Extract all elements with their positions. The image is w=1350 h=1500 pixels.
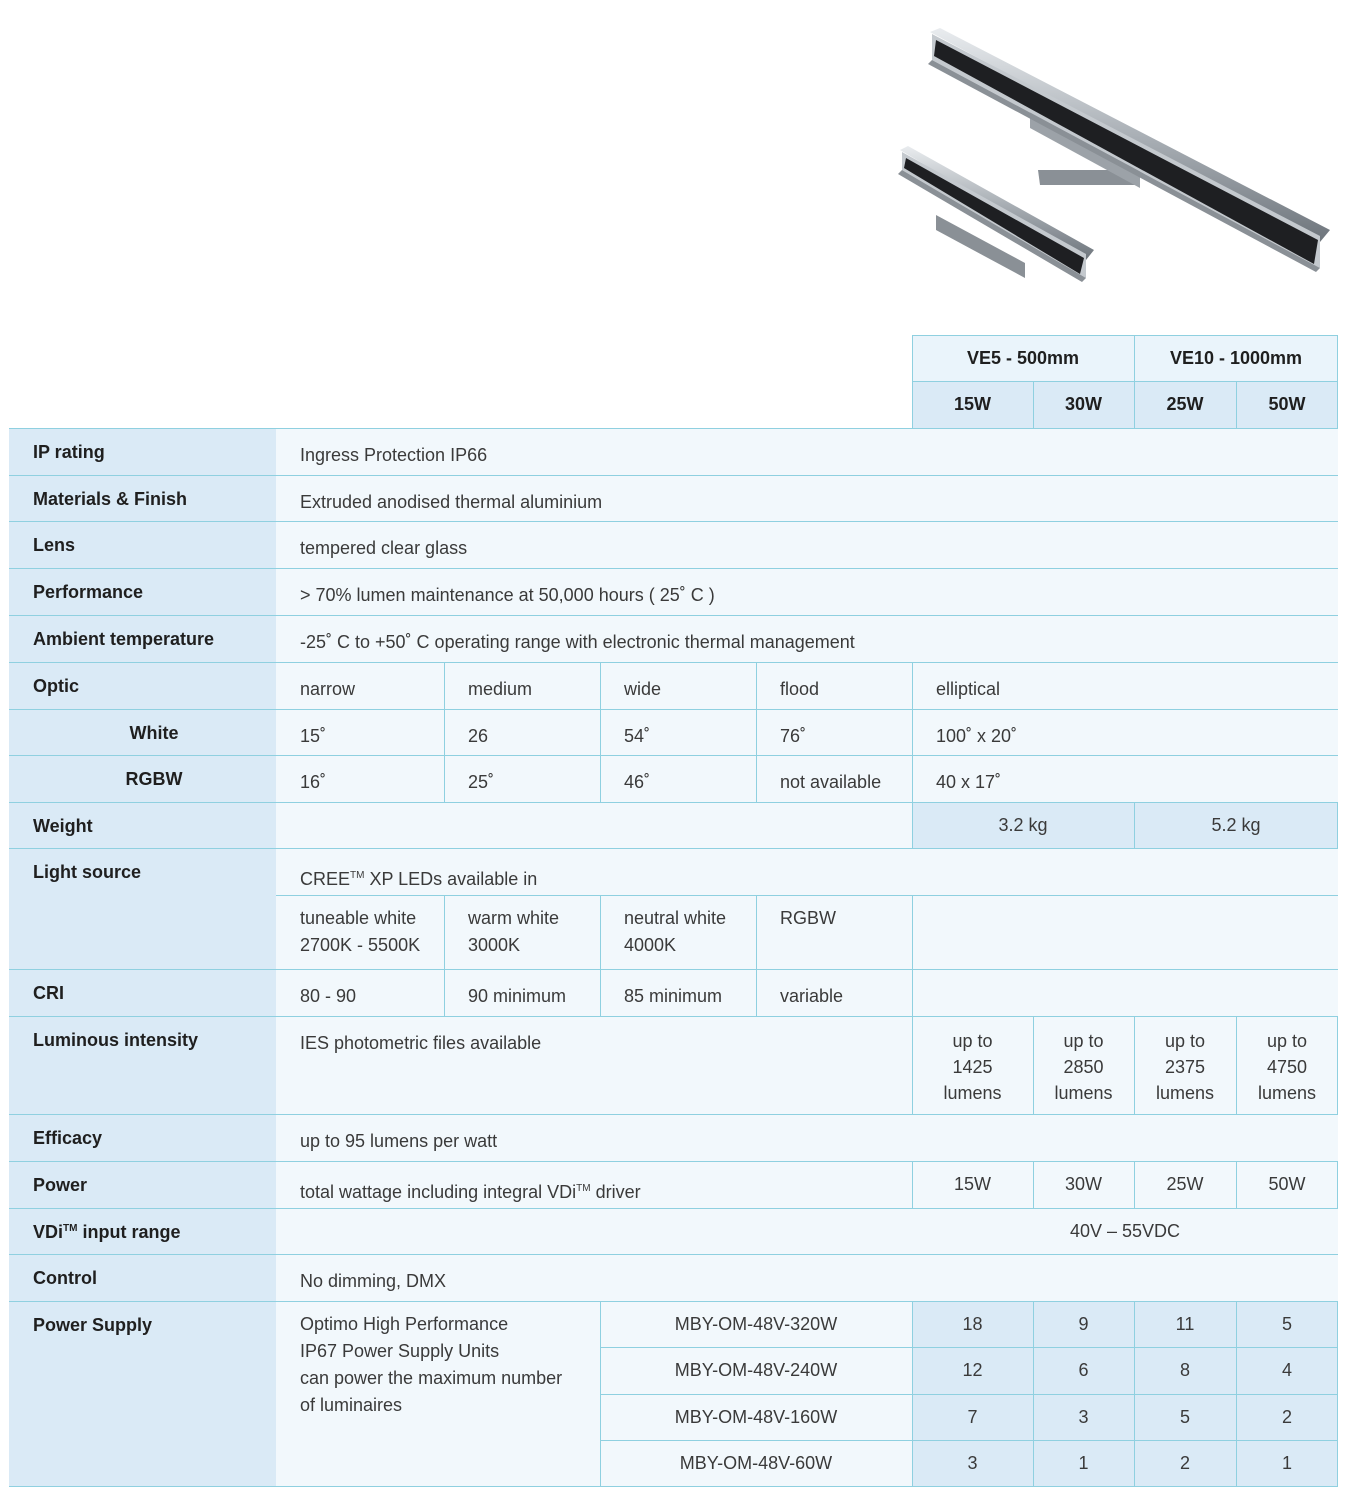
value-lens: tempered clear glass	[276, 521, 1338, 568]
label-power-supply	[9, 1301, 276, 1487]
light-option-tuneable-line2: 2700K - 5500K	[300, 935, 421, 955]
cri-rgbw: variable	[756, 969, 912, 1016]
label-rgbw: RGBW	[9, 755, 299, 802]
model-60w-25w: 2	[1134, 1440, 1236, 1487]
label-performance: Performance	[9, 568, 276, 615]
label-optic: Optic	[9, 662, 276, 709]
product-image	[890, 20, 1340, 300]
value-power	[276, 1161, 912, 1208]
rgbw-medium: 25˚	[444, 755, 600, 802]
model-240w-30w: 6	[1033, 1347, 1134, 1394]
luminous-30w-b: 2850	[1063, 1057, 1104, 1077]
luminous-25w-a: up to	[1164, 1031, 1206, 1051]
label-vdi-suffix: input range	[77, 1222, 181, 1242]
cri-warm: 90 minimum	[444, 969, 600, 1016]
label-cri: CRI	[9, 969, 276, 1016]
label-white: White	[9, 709, 299, 755]
model-240w: MBY-OM-48V-240W	[600, 1347, 912, 1394]
header-group-ve10: VE10 - 1000mm	[1134, 335, 1338, 381]
model-160w-25w: 5	[1134, 1394, 1236, 1440]
model-240w-25w: 8	[1134, 1347, 1236, 1394]
optic-flood: flood	[756, 662, 912, 709]
power-supply-desc-line1: Optimo High Performance	[300, 1314, 509, 1334]
value-luminous-intensity	[276, 1016, 912, 1114]
value-efficacy: up to 95 lumens per watt	[276, 1114, 1338, 1161]
luminous-15w-b: 1425	[952, 1057, 993, 1077]
luminous-30w	[1033, 1016, 1134, 1114]
light-source-intro-prefix: CREE	[300, 869, 351, 889]
light-option-neutral-line2: 4000K	[624, 935, 677, 955]
luminous-30w-a: up to	[1063, 1031, 1104, 1051]
luminous-50w	[1236, 1016, 1338, 1114]
light-source-intro-sup: TM	[350, 870, 365, 881]
luminous-25w-c: lumens	[1155, 1083, 1215, 1103]
power-supply-desc-line4: of luminaires	[300, 1395, 403, 1415]
value-ip-rating: Ingress Protection IP66	[276, 428, 1338, 475]
power-15w: 15W	[912, 1161, 1033, 1208]
model-160w-15w: 7	[912, 1394, 1033, 1440]
label-vdi-input-range	[9, 1208, 276, 1254]
luminous-15w-c: lumens	[943, 1083, 1002, 1103]
luminous-25w-b: 2375	[1164, 1057, 1206, 1077]
light-option-rgbw	[756, 895, 912, 969]
model-240w-15w: 12	[912, 1347, 1033, 1394]
light-source-intro-suffix: XP LEDs available in	[364, 869, 538, 889]
short-fixture-icon	[898, 146, 1094, 282]
model-60w-30w: 1	[1033, 1440, 1134, 1487]
power-25w: 25W	[1134, 1161, 1236, 1208]
model-60w-15w: 3	[912, 1440, 1033, 1487]
white-medium: 26	[444, 709, 600, 755]
value-luminous-intensity-text: IES photometric files available	[300, 1033, 542, 1053]
model-160w-30w: 3	[1033, 1394, 1134, 1440]
optic-narrow: narrow	[276, 662, 444, 709]
light-option-rgbw-line1: RGBW	[780, 908, 836, 928]
label-lens: Lens	[9, 521, 276, 568]
header-wattage-15w: 15W	[912, 381, 1033, 428]
model-60w: MBY-OM-48V-60W	[600, 1440, 912, 1487]
label-efficacy: Efficacy	[9, 1114, 276, 1161]
luminous-25w	[1134, 1016, 1236, 1114]
optic-medium: medium	[444, 662, 600, 709]
weight-blank	[276, 802, 912, 848]
light-option-neutral	[600, 895, 756, 969]
rgbw-flood: not available	[756, 755, 912, 802]
weight-ve10: 5.2 kg	[1134, 802, 1338, 848]
cri-tuneable: 80 - 90	[276, 969, 444, 1016]
model-320w-30w: 9	[1033, 1301, 1134, 1347]
label-vdi-sup: TM	[63, 1223, 78, 1234]
value-ambient-temperature: -25˚ C to +50˚ C operating range with electronic thermal management	[276, 615, 1338, 662]
label-control: Control	[9, 1254, 276, 1301]
label-ip-rating: IP rating	[9, 428, 276, 475]
optic-wide: wide	[600, 662, 756, 709]
light-option-warm	[444, 895, 600, 969]
model-60w-50w: 1	[1236, 1440, 1338, 1487]
model-160w: MBY-OM-48V-160W	[600, 1394, 912, 1440]
luminous-15w	[912, 1016, 1033, 1114]
light-option-warm-line1: warm white	[468, 908, 560, 928]
power-50w: 50W	[1236, 1161, 1338, 1208]
header-wattage-25w: 25W	[1134, 381, 1236, 428]
luminous-15w-a: up to	[952, 1031, 993, 1051]
model-160w-50w: 2	[1236, 1394, 1338, 1440]
power-supply-description	[276, 1301, 600, 1487]
value-vdi-input-range: 40V – 55VDC	[912, 1208, 1338, 1254]
value-performance: > 70% lumen maintenance at 50,000 hours ( 25˚ C )	[276, 568, 1338, 615]
header-group-ve5: VE5 - 500mm	[912, 335, 1134, 381]
label-power: Power	[9, 1161, 276, 1208]
power-30w: 30W	[1033, 1161, 1134, 1208]
rgbw-elliptical: 40 x 17˚	[912, 755, 1338, 802]
rgbw-narrow: 16˚	[276, 755, 444, 802]
luminous-50w-a: up to	[1266, 1031, 1308, 1051]
cri-blank	[912, 969, 1338, 1016]
header-wattage-30w: 30W	[1033, 381, 1134, 428]
label-vdi-prefix: VDi	[33, 1222, 64, 1242]
label-power-supply-text: Power Supply	[33, 1315, 153, 1335]
light-option-tuneable-line1: tuneable white	[300, 908, 417, 928]
label-light-source-text: Light source	[33, 862, 142, 882]
value-power-suffix: driver	[590, 1182, 641, 1202]
label-materials: Materials & Finish	[9, 475, 276, 521]
model-320w-50w: 5	[1236, 1301, 1338, 1347]
light-option-tuneable	[276, 895, 444, 969]
white-flood: 76˚	[756, 709, 912, 755]
cri-neutral: 85 minimum	[600, 969, 756, 1016]
light-option-blank	[912, 895, 1338, 969]
label-light-source	[9, 848, 276, 969]
optic-elliptical: elliptical	[912, 662, 1338, 709]
white-elliptical: 100˚ x 20˚	[912, 709, 1338, 755]
label-ambient-temperature: Ambient temperature	[9, 615, 276, 662]
light-source-intro	[276, 848, 1338, 895]
luminous-50w-c: lumens	[1257, 1083, 1317, 1103]
weight-ve5: 3.2 kg	[912, 802, 1134, 848]
model-240w-50w: 4	[1236, 1347, 1338, 1394]
light-option-warm-line2: 3000K	[468, 935, 521, 955]
model-320w: MBY-OM-48V-320W	[600, 1301, 912, 1347]
model-320w-15w: 18	[912, 1301, 1033, 1347]
luminous-30w-c: lumens	[1054, 1083, 1113, 1103]
white-narrow: 15˚	[276, 709, 444, 755]
label-luminous-intensity-text: Luminous intensity	[33, 1030, 199, 1050]
label-weight	[9, 802, 276, 848]
power-supply-desc-line3: can power the maximum number	[300, 1368, 563, 1388]
luminous-50w-b: 4750	[1266, 1057, 1308, 1077]
power-supply-desc-line2: IP67 Power Supply Units	[300, 1341, 500, 1361]
model-320w-25w: 11	[1134, 1301, 1236, 1347]
value-control: No dimming, DMX	[276, 1254, 1338, 1301]
value-materials: Extruded anodised thermal aluminium	[276, 475, 1338, 521]
vdi-blank	[276, 1208, 912, 1254]
header-wattage-50w: 50W	[1236, 381, 1338, 428]
white-wide: 54˚	[600, 709, 756, 755]
label-luminous-intensity	[9, 1016, 276, 1114]
value-power-sup: TM	[576, 1183, 591, 1194]
long-fixture-icon	[928, 28, 1330, 272]
value-power-prefix: total wattage including integral VDi	[300, 1182, 577, 1202]
light-option-neutral-line1: neutral white	[624, 908, 727, 928]
label-weight-text: Weight	[33, 816, 93, 836]
rgbw-wide: 46˚	[600, 755, 756, 802]
